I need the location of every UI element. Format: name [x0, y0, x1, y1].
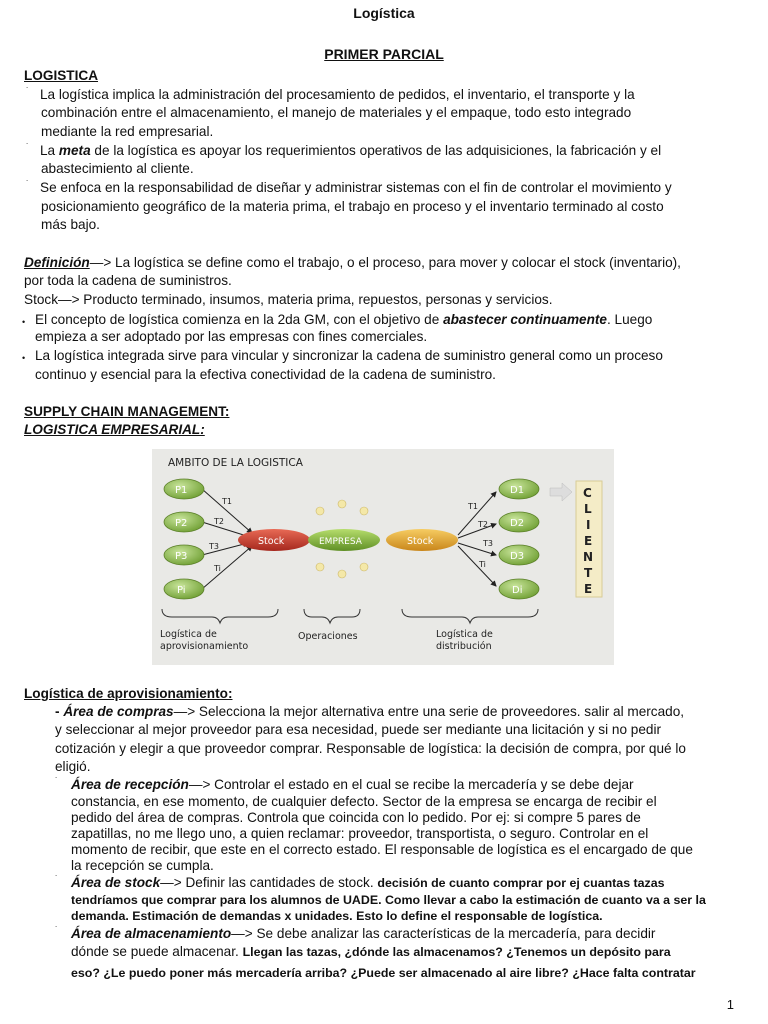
outbound-label-ti: Ti [479, 560, 486, 569]
recepcion-line-3: pedido del área de compras. Controla que coincida con lo pedido. Por ej: si compre 5 pares de [71, 810, 641, 825]
distributor-node-di [499, 579, 539, 599]
outbound-label-t3: T3 [483, 539, 493, 548]
bullet-1-line-2: combinación entre el almacenamiento, el manejo de materiales y el empaque, todo esto integrado [41, 105, 632, 120]
bullet-2-line-2: abastecimiento al cliente. [41, 161, 194, 176]
concept-line-2: empieza a ser adoptado por las empresas con fines comerciales. [35, 329, 428, 344]
label-aprov-line1: Logística de [160, 629, 217, 640]
outbound-label-t1: T1 [468, 502, 478, 511]
integrated-line-1: La logística integrada sirve para vincular y sincronizar la cadena de suministro general como un proceso [35, 348, 663, 363]
document-subtitle: PRIMER PARCIAL [324, 46, 444, 62]
recepcion-line-2: constancia, en ese momento, de cualquier defecto. Sector de la empresa se encarga de recibir el [71, 794, 657, 809]
bullet-2-line-1: La meta de la logística es apoyar los requerimientos operativos de las adquisiciones, la fabricación y el [40, 143, 662, 158]
provider-node-p2 [164, 512, 204, 532]
svg-text:E: E [584, 582, 593, 596]
compras-line-3: cotización y elegir a que proveedor comprar. Responsable de logística: la decisión de compra, por qué lo [55, 741, 686, 756]
bullet-1-line-3: mediante la red empresarial. [41, 124, 214, 139]
label-dist-line1: Logística de [436, 629, 493, 640]
bullet-mark: • [22, 317, 26, 327]
inbound-label-ti: Ti [214, 564, 221, 573]
svg-text:N: N [583, 550, 594, 564]
stock-line-3: demanda. Estimación de demandas x unidades. Esto lo define el responsable de logística. [71, 909, 603, 923]
svg-text:Stock: Stock [258, 536, 285, 547]
compras-line-2: y seleccionar al mejor proveedor para esa necesidad, puede ser mediante una licitación y si no pedir [55, 722, 662, 737]
recepcion-line-1: Área de recepción—> Controlar el estado en el cual se recibe la mercadería y se debe dejar [71, 777, 634, 792]
svg-text:T: T [584, 566, 593, 580]
stock-definition: Stock—> Producto terminado, insumos, materia prima, repuestos, personas y servicios. [24, 292, 553, 307]
svg-text:Pi: Pi [177, 585, 186, 596]
bullet-mark: ˙ [26, 142, 29, 152]
label-dist-line2: distribución [436, 641, 492, 652]
recepcion-line-6: la recepción se cumpla. [71, 858, 214, 873]
compras-line-4: eligió. [55, 759, 91, 774]
provider-node-p3 [164, 545, 204, 565]
distributor-node-d1 [499, 479, 539, 499]
bullet-3-line-2: posicionamiento geográfico de la materia prima, el trabajo en proceso y el inventario terminado al costo [41, 199, 664, 214]
bullet-mark: ˙ [55, 874, 58, 884]
integrated-line-2: continuo y esencial para la efectiva conectividad de la cadena de suministro. [35, 367, 496, 382]
ambito-logistica-diagram [152, 449, 614, 665]
svg-text:C: C [583, 486, 592, 500]
stock-line-1: Área de stock—> Definir las cantidades de stock. decisión de cuanto comprar por ej cuantas tazas [71, 875, 665, 890]
provider-node-p1 [164, 479, 204, 499]
concept-line-1: El concepto de logística comienza en la 2da GM, con el objetivo de abastecer continuamente. Luego [35, 312, 653, 327]
svg-text:D3: D3 [510, 551, 525, 562]
svg-text:P1: P1 [175, 485, 188, 496]
svg-text:D1: D1 [510, 485, 525, 496]
svg-text:P3: P3 [175, 551, 188, 562]
bullet-mark: ˙ [55, 776, 58, 786]
section-heading-logistica: LOGISTICA [24, 68, 99, 83]
cliente-box [576, 481, 602, 597]
diagram-background [152, 449, 614, 665]
recepcion-line-5: momento de recibir, que este en el correcto estado. El responsable de logística es el encargado de que [71, 842, 693, 857]
distributor-node-d3 [499, 545, 539, 565]
definition-line-2: por toda la cadena de suministros. [24, 273, 232, 288]
svg-text:E: E [584, 534, 593, 548]
empresa-node [308, 529, 380, 551]
svg-text:Di: Di [512, 585, 523, 596]
diagram-svg [152, 449, 614, 665]
svg-text:EMPRESA: EMPRESA [319, 537, 362, 547]
almacenamiento-line-2: dónde se puede almacenar. Llegan las tazas, ¿dónde las almacenamos? ¿Tenemos un depósito para [71, 944, 671, 959]
svg-text:L: L [584, 502, 592, 516]
inbound-label-t3: T3 [209, 542, 219, 551]
svg-text:I: I [586, 518, 591, 532]
definition-line-1: Definición—> La logística se define como el trabajo, o el proceso, para mover y colocar el stock (inventario), [24, 255, 681, 270]
inbound-label-t2: T2 [214, 517, 224, 526]
bullet-mark: • [22, 353, 26, 363]
distributor-node-d2 [499, 512, 539, 532]
stock-line-2: tendríamos que comprar para los alumnos de UADE. Como llevar a cabo la estimación de cuanto va a ser la [71, 893, 706, 907]
bullet-3-line-1: Se enfoca en la responsabilidad de diseñar y administrar sistemas con el fin de controlar el movimiento y [40, 180, 672, 195]
almacenamiento-line-3: eso? ¿Le puedo poner más mercadería arriba? ¿Puede ser almacenado al aire libre? ¿Hace falta contratar [71, 966, 696, 980]
document-title: Logística [353, 5, 415, 21]
page-number: 1 [726, 997, 734, 1012]
bullet-3-line-3: más bajo. [41, 217, 100, 232]
svg-text:P2: P2 [175, 518, 188, 529]
provider-node-pi [164, 579, 204, 599]
bullet-1-line-1: La logística implica la administración del procesamiento de pedidos, el inventario, el transporte y la [40, 87, 635, 102]
stock-node-inbound [238, 529, 310, 551]
bullet-mark: ˙ [26, 86, 29, 96]
logistica-empresarial-heading: LOGISTICA EMPRESARIAL: [24, 422, 205, 437]
almacenamiento-line-1: Área de almacenamiento—> Se debe analizar las características de la mercadería, para decidir [71, 926, 656, 941]
outbound-label-t2: T2 [478, 520, 488, 529]
diagram-heading: AMBITO DE LA LOGISTICA [168, 457, 303, 469]
scm-heading: SUPPLY CHAIN MANAGEMENT: [24, 404, 230, 419]
label-operaciones: Operaciones [298, 631, 358, 642]
bullet-mark: ˙ [55, 925, 58, 935]
inbound-label-t1: T1 [222, 497, 232, 506]
aprov-heading: Logística de aprovisionamiento: [24, 686, 233, 701]
stock-node-outbound [386, 529, 458, 551]
svg-text:D2: D2 [510, 518, 525, 529]
compras-line-1: - Área de compras—> Selecciona la mejor alternativa entre una serie de proveedores. salir al mercado, [55, 704, 685, 719]
recepcion-line-4: zapatillas, no me llego uno, a quien reclamar: proveedor, transportista, o seguro. Controlar en el [71, 826, 649, 841]
bullet-mark: ˙ [26, 179, 29, 189]
svg-text:Stock: Stock [407, 536, 434, 547]
label-aprov-line2: aprovisionamiento [160, 641, 249, 652]
